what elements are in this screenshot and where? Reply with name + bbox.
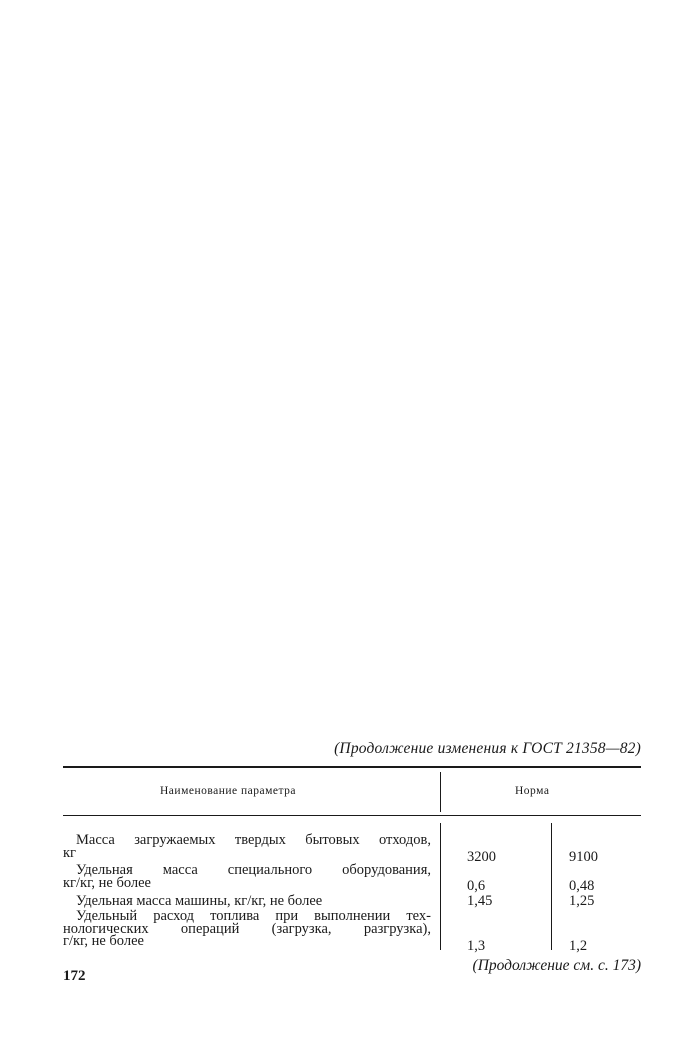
column-header-param: Наименование параметра <box>160 785 297 797</box>
table-top-rule <box>63 766 641 768</box>
table-row-param <box>63 895 431 908</box>
page-number: 172 <box>63 968 86 984</box>
footer-note: (Продолжение см. с. 173) <box>472 957 641 974</box>
body-divider-1 <box>440 823 441 950</box>
table-row-param <box>63 834 431 859</box>
param-line: Удельная масса специального оборудования, <box>76 862 431 878</box>
header-bottom-rule <box>63 815 641 816</box>
column-header-norm: Норма <box>515 785 550 797</box>
header-divider <box>440 772 441 812</box>
body-divider-2 <box>551 823 552 950</box>
table-cell-value: 9100 <box>569 849 598 865</box>
param-line: нологических операций (загрузка, разгрузка), <box>63 920 431 937</box>
table-row-param <box>63 864 431 889</box>
table-cell-value: 0,48 <box>569 878 595 894</box>
param-line: кг/кг, не более <box>63 874 151 891</box>
param-line: Удельный расход топлива при выполнении тех- <box>76 908 431 924</box>
param-line: Удельная масса машины, кг/кг, не более <box>76 893 323 909</box>
table-cell-value: 3200 <box>467 849 496 865</box>
table-cell-value: 1,45 <box>467 893 493 909</box>
table-cell-value: 1,25 <box>569 893 595 909</box>
table-row-param <box>63 910 431 948</box>
param-line: кг <box>63 844 76 861</box>
table-cell-value: 1,2 <box>569 938 588 954</box>
table-cell-value: 1,3 <box>467 938 486 954</box>
param-line: г/кг, не более <box>63 933 144 949</box>
table-cell-value: 0,6 <box>467 878 486 894</box>
header-note: (Продолжение изменения к ГОСТ 21358—82) <box>334 740 641 757</box>
param-line: Масса загружаемых твердых бытовых отходов, <box>76 832 431 848</box>
